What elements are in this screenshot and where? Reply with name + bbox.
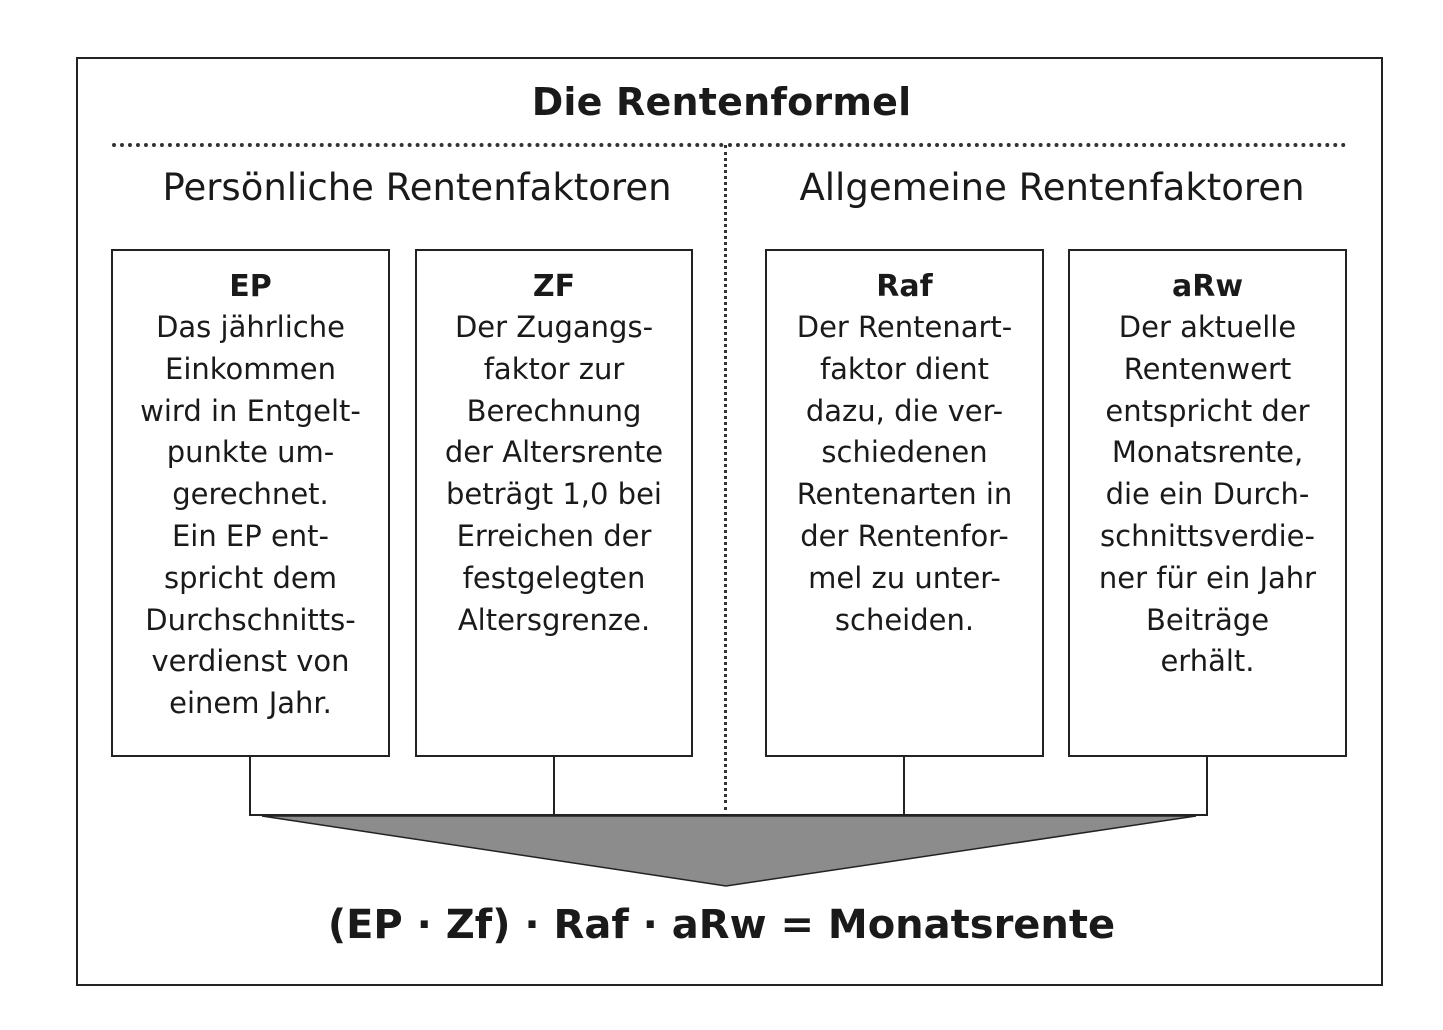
- card-line: Berechnung: [466, 393, 642, 428]
- card-title: ZF: [532, 269, 576, 304]
- card-line: schnittsverdie-: [1100, 518, 1315, 553]
- group-heading-general: Allgemeine Rentenfaktoren: [799, 166, 1305, 209]
- card-line: wird in Entgelt-: [140, 393, 361, 428]
- card-line: festgelegten: [462, 560, 646, 595]
- card-line: Monatsrente,: [1111, 435, 1304, 470]
- card-line: gerechnet.: [172, 477, 329, 512]
- card-line: Das jährliche: [156, 310, 345, 344]
- funnel-triangle: [262, 816, 1196, 886]
- card-line: faktor dient: [819, 351, 990, 386]
- card-title: aRw: [1171, 269, 1244, 304]
- card-line: Der aktuelle: [1118, 310, 1297, 344]
- card-line: der Rentenfor-: [800, 518, 1009, 553]
- card-line: Beiträge: [1145, 602, 1270, 637]
- card-line: erhält.: [1160, 644, 1255, 679]
- card-line: die ein Durch-: [1105, 477, 1310, 512]
- diagram-title: Die Rentenformel: [531, 80, 912, 124]
- card-line: dazu, die ver-: [805, 393, 1004, 428]
- card-title: Raf: [876, 269, 933, 304]
- card-line: Der Rentenart-: [796, 310, 1013, 344]
- card-line: beträgt 1,0 bei: [446, 477, 662, 512]
- group-heading-personal: Persönliche Rentenfaktoren: [162, 166, 672, 209]
- card-line: spricht dem: [164, 560, 337, 595]
- card-line: schiedenen: [821, 435, 988, 470]
- card-line: entspricht der: [1105, 393, 1310, 428]
- card-line: einem Jahr.: [169, 686, 332, 721]
- card-line: Der Zugangs-: [454, 310, 654, 344]
- card-title: EP: [229, 269, 272, 304]
- card-line: Ein EP ent-: [171, 518, 330, 553]
- card-line: scheiden.: [834, 602, 975, 637]
- card-line: faktor zur: [483, 351, 625, 386]
- card-line: verdienst von: [151, 644, 350, 679]
- card-line: Einkommen: [165, 351, 336, 386]
- card-line: Durchschnitts-: [145, 602, 356, 637]
- card-line: ner für ein Jahr: [1098, 560, 1317, 595]
- card-line: punkte um-: [166, 435, 335, 470]
- card-line: Rentenarten in: [796, 477, 1013, 512]
- card-line: Erreichen der: [456, 518, 652, 553]
- card-line: der Altersrente: [444, 435, 664, 470]
- card-line: mel zu unter-: [808, 560, 1001, 595]
- card-line: Altersgrenze.: [457, 602, 651, 637]
- pension-formula: (EP · Zf) · Raf · aRw = Monatsrente: [327, 902, 1116, 948]
- card-line: Rentenwert: [1123, 351, 1292, 386]
